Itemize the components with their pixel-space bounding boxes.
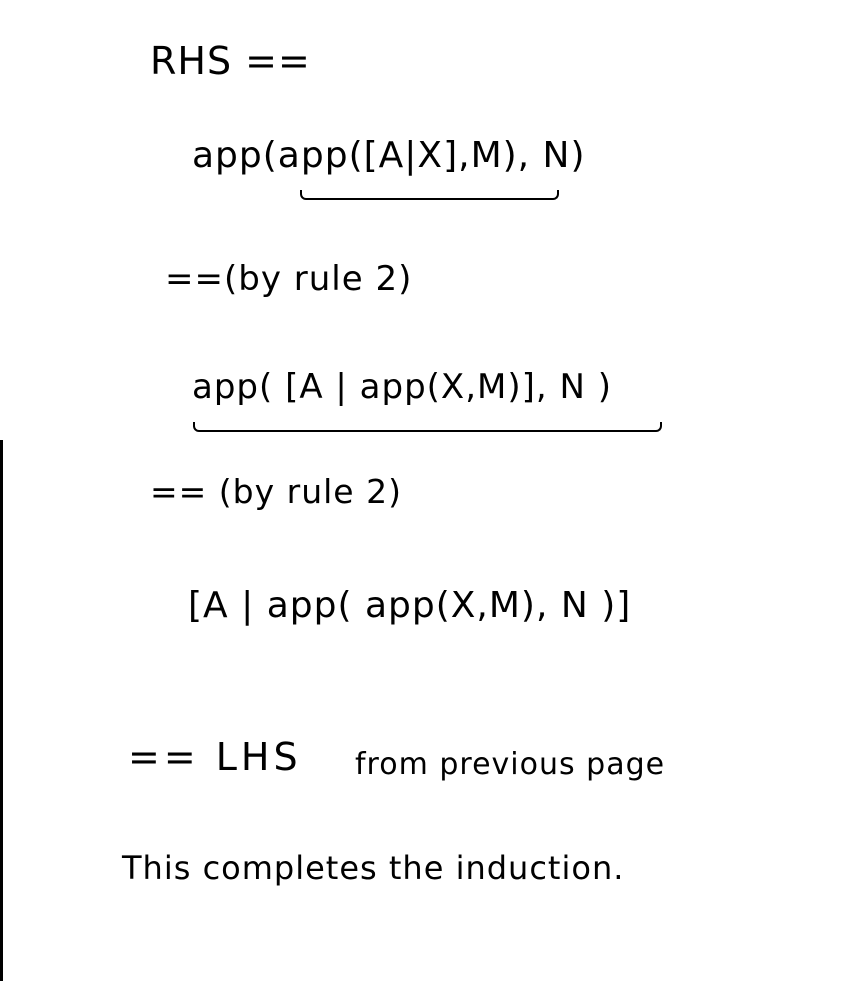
step-justification-2: == (by rule 2) — [150, 472, 402, 511]
rhs-label: RHS == — [150, 39, 311, 83]
expression-line-3: [A | app( app(X,M), N )] — [188, 585, 632, 626]
conclusion-note: from previous page — [355, 747, 666, 782]
step-justification-1: ==(by rule 2) — [165, 259, 413, 299]
expression-line-2: app( [A | app(X,M)], N ) — [192, 367, 613, 407]
page-edge-divider — [0, 440, 3, 981]
underbrace-1 — [300, 190, 559, 200]
conclusion-line: == LHS — [128, 735, 302, 779]
closing-sentence: This completes the induction. — [122, 849, 625, 887]
expression-line-1: app(app([A|X],M), N) — [192, 135, 586, 176]
underbrace-2 — [193, 422, 662, 432]
